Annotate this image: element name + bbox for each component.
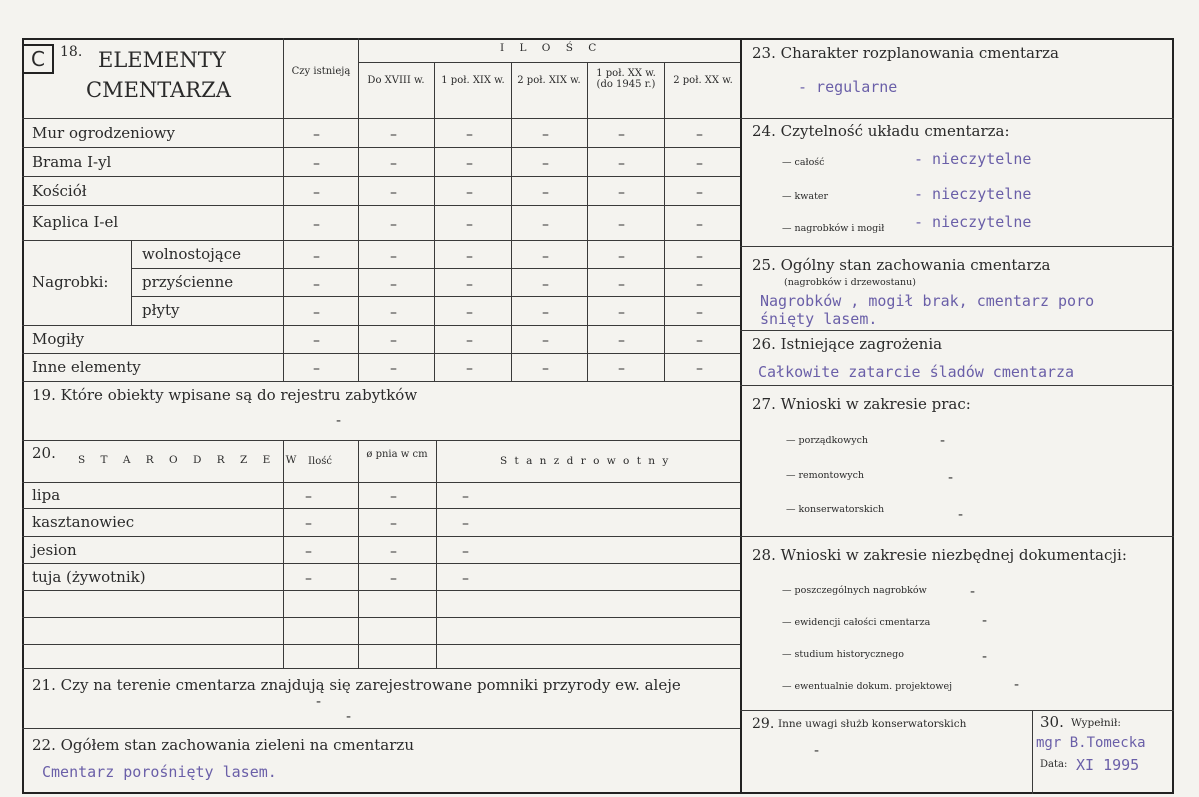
blank-entry-dash: –	[313, 185, 320, 201]
blank-entry-dash: –	[466, 185, 473, 201]
s24-item-label: — całość	[782, 157, 825, 168]
blank-entry-dash: –	[542, 305, 549, 321]
blank-entry-dash: –	[618, 249, 625, 265]
blank-entry-dash: –	[542, 277, 549, 293]
blank-entry-dash: –	[618, 217, 625, 233]
col-quantity-header: I L O Ś C	[500, 42, 603, 54]
s28-item-label: — poszczególnych nagrobków	[782, 585, 927, 596]
row-label: płyty	[142, 301, 180, 319]
blank-entry-dash: –	[305, 571, 312, 587]
section-29-value: -	[814, 743, 820, 759]
blank-entry-dash: –	[390, 249, 397, 265]
s24-item-value: - nieczytelne	[914, 150, 1032, 168]
row-label: przyścienne	[142, 273, 234, 291]
col-tree-diameter: ø pnia w cm	[366, 449, 428, 460]
s27-item-value: -	[940, 433, 946, 449]
blank-entry-dash: –	[462, 544, 469, 560]
blank-entry-dash: –	[696, 333, 703, 349]
blank-entry-dash: –	[390, 185, 397, 201]
blank-entry-dash: –	[466, 217, 473, 233]
blank-entry-dash: –	[542, 156, 549, 172]
blank-entry-dash: –	[313, 361, 320, 377]
period-header-3: 2 poł. XIX w.	[517, 75, 581, 86]
blank-entry-dash: –	[390, 489, 397, 505]
row-label: Mogiły	[32, 330, 85, 348]
blank-entry-dash: –	[466, 305, 473, 321]
section-18-title-line2: CMENTARZA	[86, 78, 231, 102]
blank-entry-dash: –	[618, 277, 625, 293]
date-value: XI 1995	[1076, 756, 1140, 774]
col-exists-header: Czy istnieją	[291, 66, 351, 77]
section-18-number: 18.	[60, 44, 83, 60]
s27-item-label: — remontowych	[786, 470, 865, 481]
section-19-value: -	[336, 413, 342, 429]
blank-entry-dash: –	[466, 333, 473, 349]
blank-entry-dash: –	[313, 127, 320, 143]
tree-row-label: tuja (żywotnik)	[32, 568, 146, 586]
blank-entry-dash: –	[618, 127, 625, 143]
blank-entry-dash: –	[313, 333, 320, 349]
blank-entry-dash: –	[542, 249, 549, 265]
period-header-4: 1 poł. XX w. (do 1945 r.)	[596, 68, 656, 90]
s28-item-value: -	[982, 613, 988, 629]
s27-item-value: -	[948, 470, 954, 486]
blank-entry-dash: –	[696, 305, 703, 321]
blank-entry-dash: –	[466, 127, 473, 143]
date-label: Data:	[1040, 759, 1068, 770]
blank-entry-dash: –	[390, 127, 397, 143]
col-tree-qty: Ilość	[308, 456, 332, 467]
blank-entry-dash: –	[313, 249, 320, 265]
blank-entry-dash: –	[466, 156, 473, 172]
blank-entry-dash: –	[390, 571, 397, 587]
blank-entry-dash: –	[313, 217, 320, 233]
filled-by-value: mgr B.Tomecka	[1036, 735, 1146, 751]
blank-entry-dash: –	[618, 333, 625, 349]
blank-entry-dash: –	[390, 277, 397, 293]
s28-item-value: -	[982, 649, 988, 665]
blank-entry-dash: –	[462, 571, 469, 587]
section-25-label: 25. Ogólny stan zachowania cmentarza	[752, 256, 1051, 274]
blank-entry-dash: –	[466, 361, 473, 377]
blank-entry-dash: –	[390, 516, 397, 532]
blank-entry-dash: –	[542, 127, 549, 143]
section-20-title: S T A R O D R Z E W	[78, 454, 303, 466]
section-26-value: Całkowite zatarcie śladów cmentarza	[758, 363, 1075, 381]
blank-entry-dash: –	[542, 361, 549, 377]
s27-item-value: -	[958, 507, 964, 523]
section-24-label: 24. Czytelność układu cmentarza:	[752, 122, 1010, 140]
tree-row-label: lipa	[32, 486, 61, 504]
blank-entry-dash: –	[390, 333, 397, 349]
s24-item-value: - nieczytelne	[914, 213, 1032, 231]
blank-entry-dash: –	[542, 185, 549, 201]
section-18-title-line1: ELEMENTY	[98, 48, 226, 72]
blank-entry-dash: –	[390, 544, 397, 560]
section-30-number: 30.	[1040, 713, 1064, 731]
section-22-value: Cmentarz porośnięty lasem.	[42, 763, 277, 781]
blank-entry-dash: –	[462, 489, 469, 505]
section-20-number: 20.	[32, 444, 56, 462]
blank-entry-dash: –	[462, 516, 469, 532]
blank-entry-dash: –	[696, 156, 703, 172]
blank-entry-dash: –	[305, 516, 312, 532]
s28-item-label: — ewentualnie dokum. projektowej	[782, 681, 953, 692]
blank-entry-dash: –	[618, 185, 625, 201]
col-tree-health: S t a n z d r o w o t n y	[500, 455, 671, 467]
blank-entry-dash: –	[696, 361, 703, 377]
row-label: wolnostojące	[142, 245, 241, 263]
blank-entry-dash: –	[696, 185, 703, 201]
s24-item-label: — kwater	[782, 191, 829, 202]
blank-entry-dash: –	[390, 217, 397, 233]
section-19-label: 19. Które obiekty wpisane są do rejestru zabytków	[32, 386, 418, 404]
blank-entry-dash: –	[696, 277, 703, 293]
row-label: Brama I-yl	[32, 153, 112, 171]
tree-row-label: jesion	[32, 541, 77, 559]
row-label: Inne elementy	[32, 358, 141, 376]
row-label: Kaplica I-el	[32, 213, 119, 231]
blank-entry-dash: –	[542, 333, 549, 349]
blank-entry-dash: –	[466, 249, 473, 265]
group-label-nagrobki: Nagrobki:	[32, 273, 109, 291]
s28-item-value: -	[970, 584, 976, 600]
blank-entry-dash: –	[305, 489, 312, 505]
section-25-value-line1: Nagrobków , mogił brak, cmentarz poro	[760, 292, 1095, 310]
blank-entry-dash: –	[390, 361, 397, 377]
period-header-5: 2 poł. XX w.	[673, 75, 733, 86]
blank-entry-dash: –	[696, 249, 703, 265]
blank-entry-dash: –	[390, 156, 397, 172]
section-25-value-line2: śnięty lasem.	[760, 310, 878, 328]
blank-entry-dash: –	[313, 156, 320, 172]
section-28-label: 28. Wnioski w zakresie niezbędnej dokumentacji:	[752, 546, 1127, 564]
blank-entry-dash: –	[466, 277, 473, 293]
row-label: Mur ogrodzeniowy	[32, 124, 175, 142]
section-25-sub: (nagrobków i drzewostanu)	[784, 277, 916, 288]
s24-item-label: — nagrobków i mogił	[782, 223, 885, 234]
s28-item-label: — ewidencji całości cmentarza	[782, 617, 931, 628]
section-30-label: Wypełnił:	[1071, 717, 1121, 729]
section-23-label: 23. Charakter rozplanowania cmentarza	[752, 44, 1059, 62]
section-21-label: 21. Czy na terenie cmentarza znajdują się zarejestrowane pomniki przyrody ew. aleje	[32, 676, 681, 694]
section-22-label: 22. Ogółem stan zachowania zieleni na cmentarzu	[32, 736, 414, 754]
s27-item-label: — konserwatorskich	[786, 504, 885, 515]
s24-item-value: - nieczytelne	[914, 185, 1032, 203]
section-badge: C	[22, 44, 54, 74]
blank-entry-dash: –	[618, 305, 625, 321]
blank-entry-dash: –	[696, 127, 703, 143]
section-27-label: 27. Wnioski w zakresie prac:	[752, 395, 971, 413]
period-header-2: 1 poł. XIX w.	[441, 75, 505, 86]
section-29-number: 29.	[752, 716, 775, 732]
blank-entry-dash: –	[390, 305, 397, 321]
blank-entry-dash: –	[305, 544, 312, 560]
section-21-value-2: -	[346, 709, 352, 725]
s28-item-label: — studium historycznego	[782, 649, 904, 660]
blank-entry-dash: –	[313, 305, 320, 321]
s27-item-label: — porządkowych	[786, 435, 869, 446]
section-29-label: Inne uwagi służb konserwatorskich	[778, 718, 967, 730]
blank-entry-dash: –	[313, 277, 320, 293]
blank-entry-dash: –	[618, 156, 625, 172]
section-21-value: -	[316, 694, 322, 710]
row-label: Kościół	[32, 182, 87, 200]
section-26-label: 26. Istniejące zagrożenia	[752, 335, 943, 353]
tree-row-label: kasztanowiec	[32, 513, 135, 531]
period-header-1: Do XVIII w.	[367, 75, 425, 86]
blank-entry-dash: –	[696, 217, 703, 233]
blank-entry-dash: –	[542, 217, 549, 233]
s28-item-value: -	[1014, 677, 1020, 693]
section-23-value: - regularne	[798, 78, 898, 96]
blank-entry-dash: –	[618, 361, 625, 377]
